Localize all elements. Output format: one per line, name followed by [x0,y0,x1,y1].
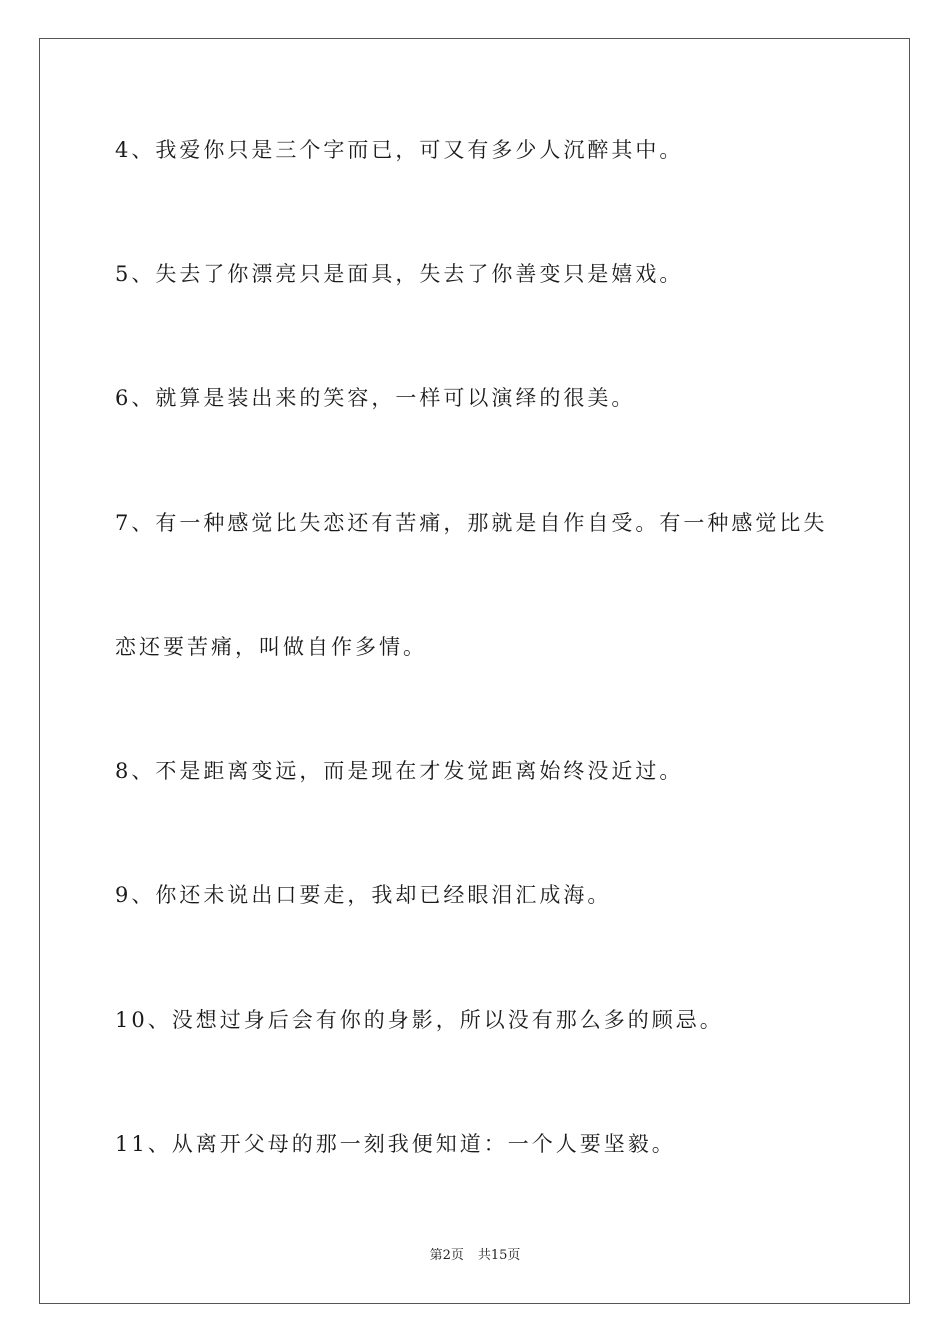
page-number: 第2页 [429,1248,464,1263]
page-total: 共15页 [477,1248,521,1263]
text-line-2: 5、失去了你漂亮只是面具，失去了你善变只是嬉戏。 [115,262,684,286]
text-line-3: 6、就算是装出来的笑容，一样可以演绎的很美。 [115,386,636,410]
text-line-1: 4、我爱你只是三个字而已，可又有多少人沉醉其中。 [115,138,684,162]
text-line-8: 10、没想过身后会有你的身影，所以没有那么多的顾忌。 [115,1008,724,1032]
text-line-6: 8、不是距离变远，而是现在才发觉距离始终没近过。 [115,759,684,783]
page-footer [0,1249,950,1262]
text-line-7: 9、你还未说出口要走，我却已经眼泪汇成海。 [115,883,612,907]
text-line-9: 11、从离开父母的那一刻我便知道：一个人要坚毅。 [115,1132,676,1156]
page-border [39,38,910,1304]
text-line-4: 7、有一种感觉比失恋还有苦痛，那就是自作自受。有一种感觉比失 [115,511,828,535]
text-line-5: 恋还要苦痛，叫做自作多情。 [115,635,427,659]
